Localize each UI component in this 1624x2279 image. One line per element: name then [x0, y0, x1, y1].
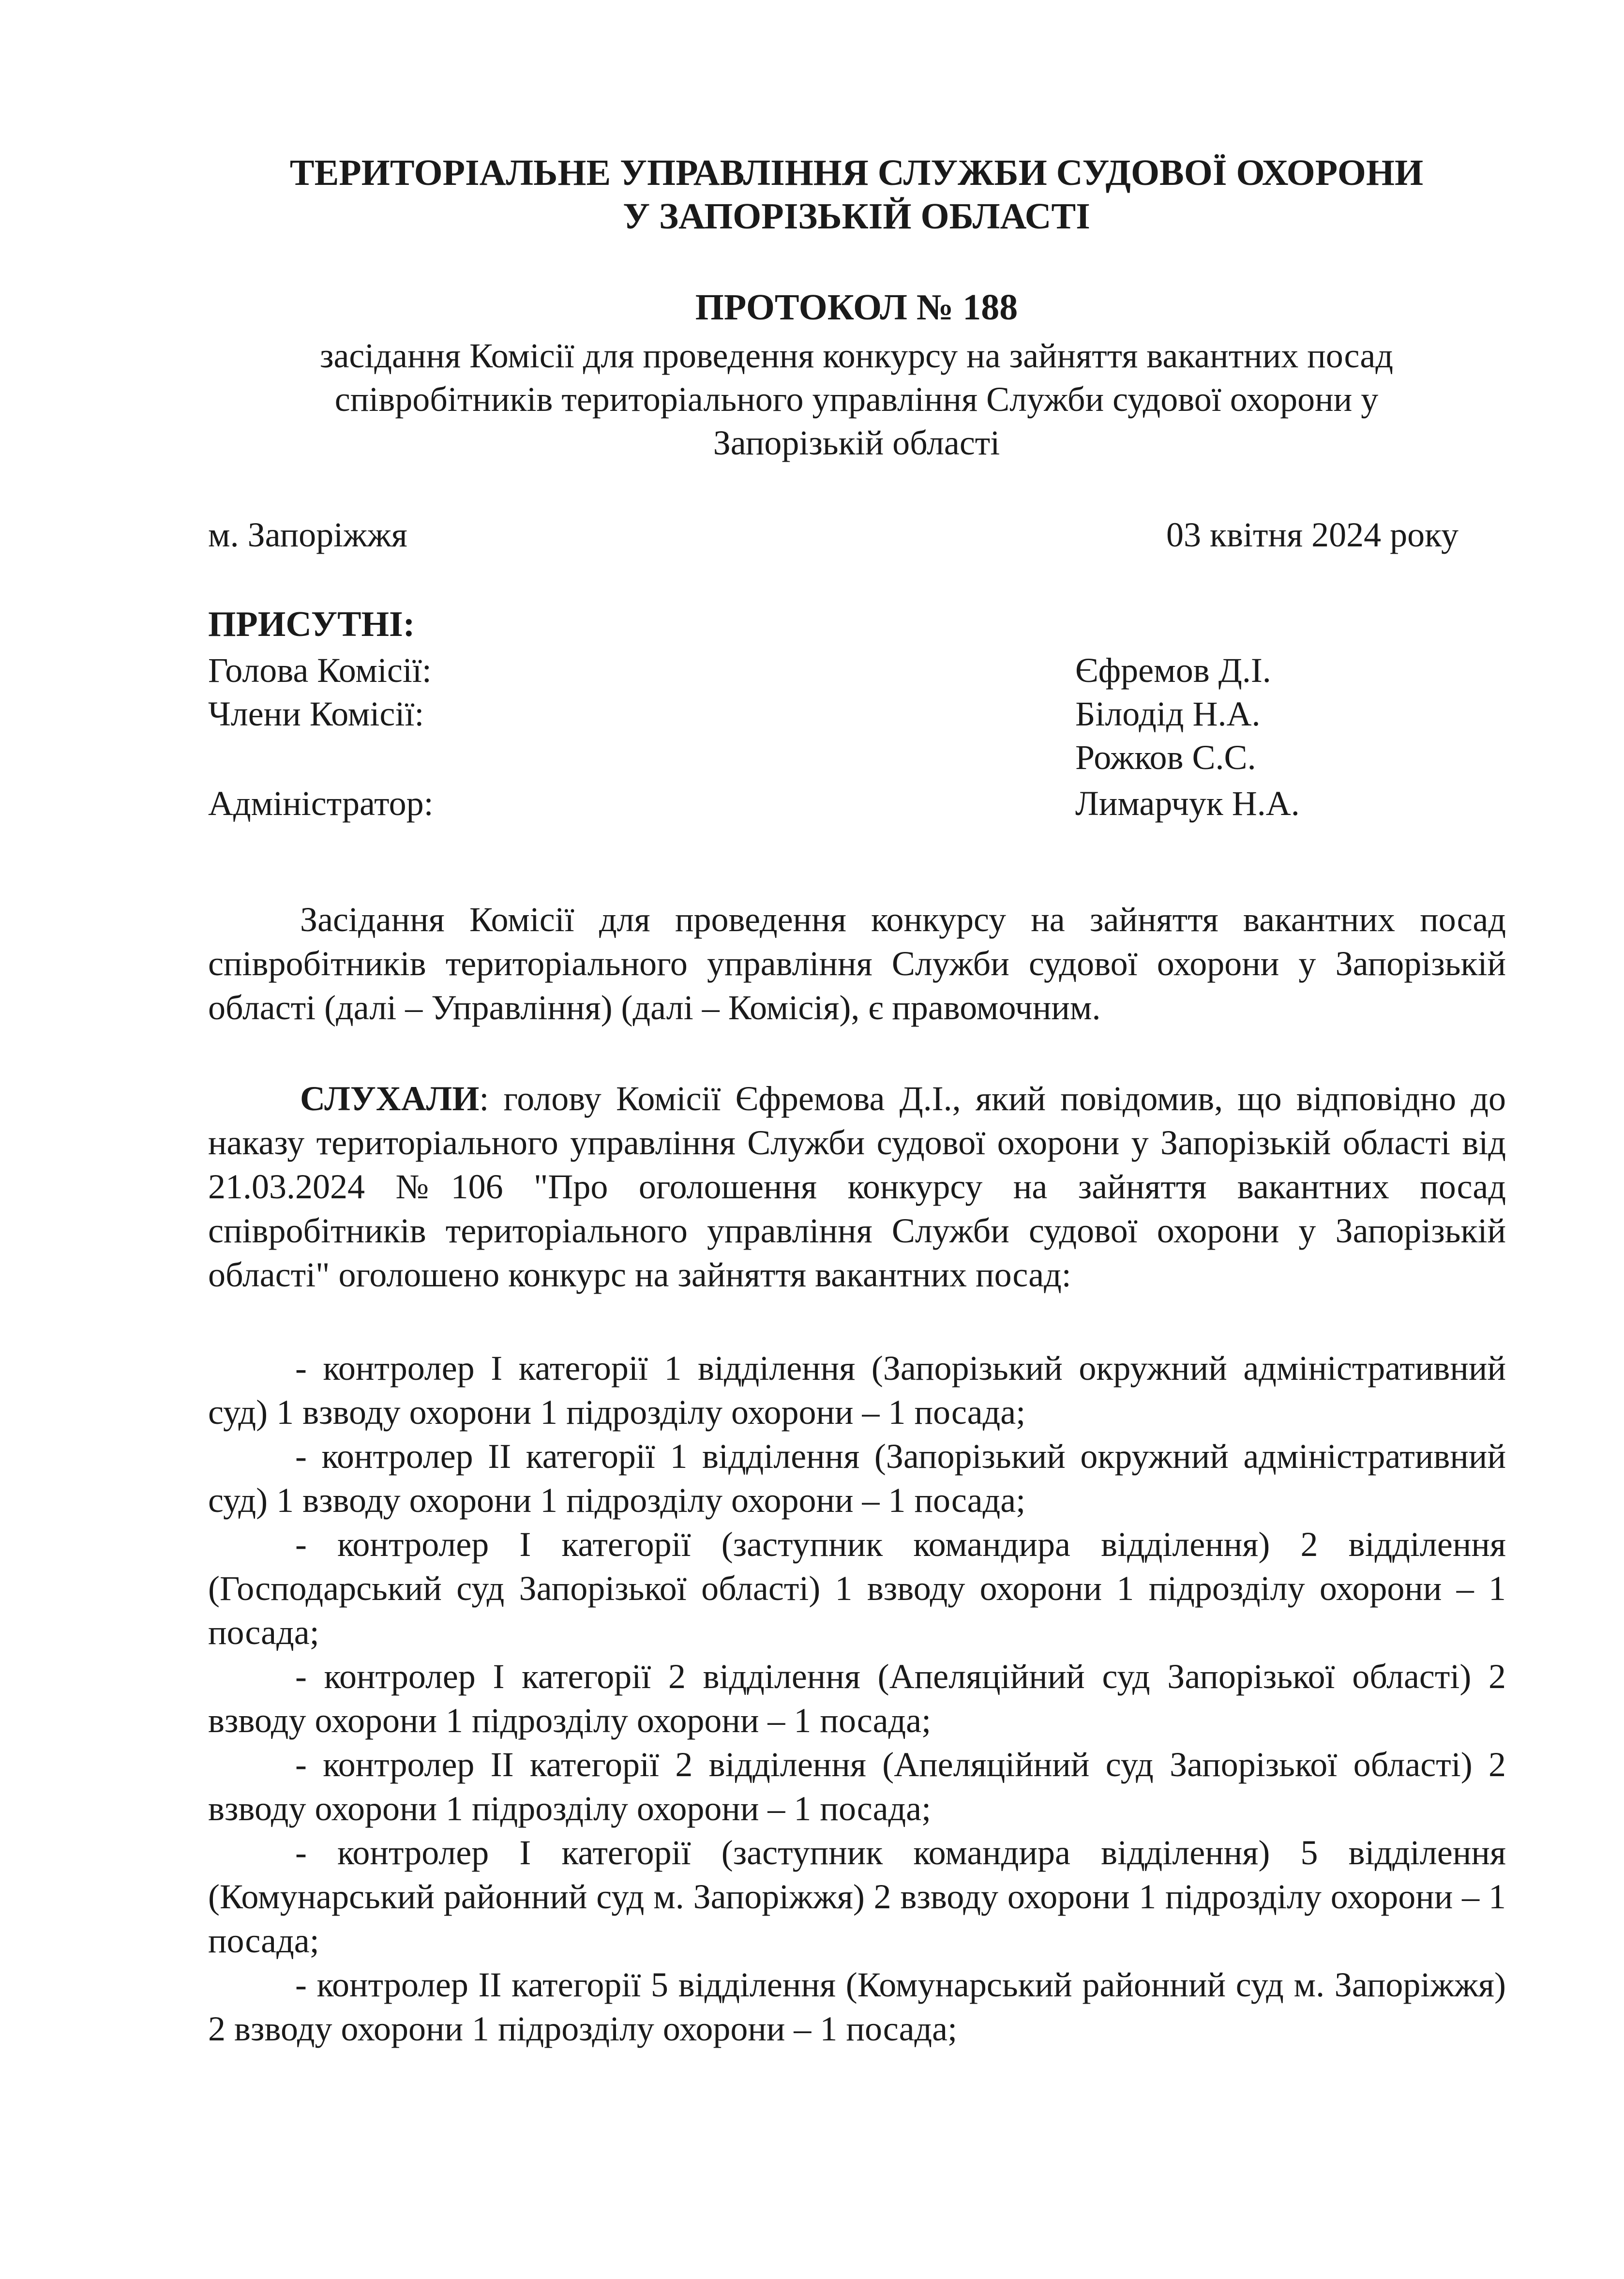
position-item-3: - контролер І категорії (заступник командира відділення) 2 відділення (Господарський суд Запорізької області) 1 взводу охорони 1 підрозділу охорони – 1 посада;	[208, 1525, 1506, 1652]
protocol-subtitle	[208, 334, 1505, 465]
protocol-title: ПРОТОКОЛ № 188	[695, 287, 1018, 328]
place-text: м. Запоріжжя	[208, 515, 407, 554]
protocol-subtitle-line-1: засідання Комісії для проведення конкурсу на зайняття вакантних посад	[320, 336, 1393, 375]
organization-header	[208, 151, 1505, 238]
position-item-2: - контролер ІІ категорії 1 відділення (Запорізький окружний адміністративний суд) 1 взводу охорони 1 підрозділу охорони – 1 посада;	[208, 1437, 1506, 1520]
member-name-1: Білодід Н.А.	[1075, 694, 1261, 733]
position-item-7: - контролер ІІ категорії 5 відділення (Комунарський районний суд м. Запоріжжя) 2 взводу охорони 1 підрозділу охорони – 1 посада;	[208, 1965, 1506, 2048]
heard-label: СЛУХАЛИ	[300, 1079, 480, 1118]
admin-label: Адміністратор:	[208, 784, 434, 823]
chair-label: Голова Комісії:	[208, 651, 432, 690]
heard-text: : голову Комісії Єфремова Д.І., який повідомив, що відповідно до наказу територіального управління Служби судової охорони у Запорізькій області від 21.03.2024 №106 "Про оголошення конкурсу на зайняття вакантних посад співробітників територіального управління Служби судової охорони у Запорізькій області" оголошено конкурс на зайняття вакантних посад:	[208, 1079, 1506, 1294]
chair-name: Єфремов Д.І.	[1075, 651, 1271, 690]
header-line-2: У ЗАПОРІЗЬКІЙ ОБЛАСТІ	[623, 196, 1090, 237]
position-item-4: - контролер І категорії 2 відділення (Апеляційний суд Запорізької області) 2 взводу охорони 1 підрозділу охорони – 1 посада;	[208, 1657, 1506, 1740]
position-item-1: - контролер І категорії 1 відділення (Запорізький окружний адміністративний суд) 1 взводу охорони 1 підрозділу охорони – 1 посада;	[208, 1349, 1506, 1432]
date-text: 03 квітня 2024 року	[1166, 515, 1459, 554]
present-heading: ПРИСУТНІ:	[208, 604, 415, 644]
member-name-2: Рожков С.С.	[1075, 738, 1256, 777]
protocol-subtitle-line-2: співробітників територіального управління Служби судової охорони у	[334, 380, 1379, 419]
quorum-paragraph: Засідання Комісії для проведення конкурсу на зайняття вакантних посад співробітників територіального управління Служби судової охорони у Запорізькій області (далі – Управління) (далі – Комісія), є правомочним.	[208, 900, 1506, 1027]
protocol-subtitle-line-3: Запорізькій області	[713, 423, 1000, 462]
positions-list	[208, 1346, 1506, 2051]
admin-name: Лимарчук Н.А.	[1075, 784, 1300, 823]
header-line-1: ТЕРИТОРІАЛЬНЕ УПРАВЛІННЯ СЛУЖБИ СУДОВОЇ ОХОРОНИ	[289, 152, 1424, 193]
position-item-5: - контролер ІІ категорії 2 відділення (Апеляційний суд Запорізької області) 2 взводу охорони 1 підрозділу охорони – 1 посада;	[208, 1745, 1506, 1828]
members-label: Члени Комісії:	[208, 694, 424, 733]
position-item-6: - контролер І категорії (заступник командира відділення) 5 відділення (Комунарський районний суд м. Запоріжжя) 2 взводу охорони 1 підрозділу охорони – 1 посада;	[208, 1833, 1506, 1960]
heard-paragraph	[208, 1077, 1506, 1297]
